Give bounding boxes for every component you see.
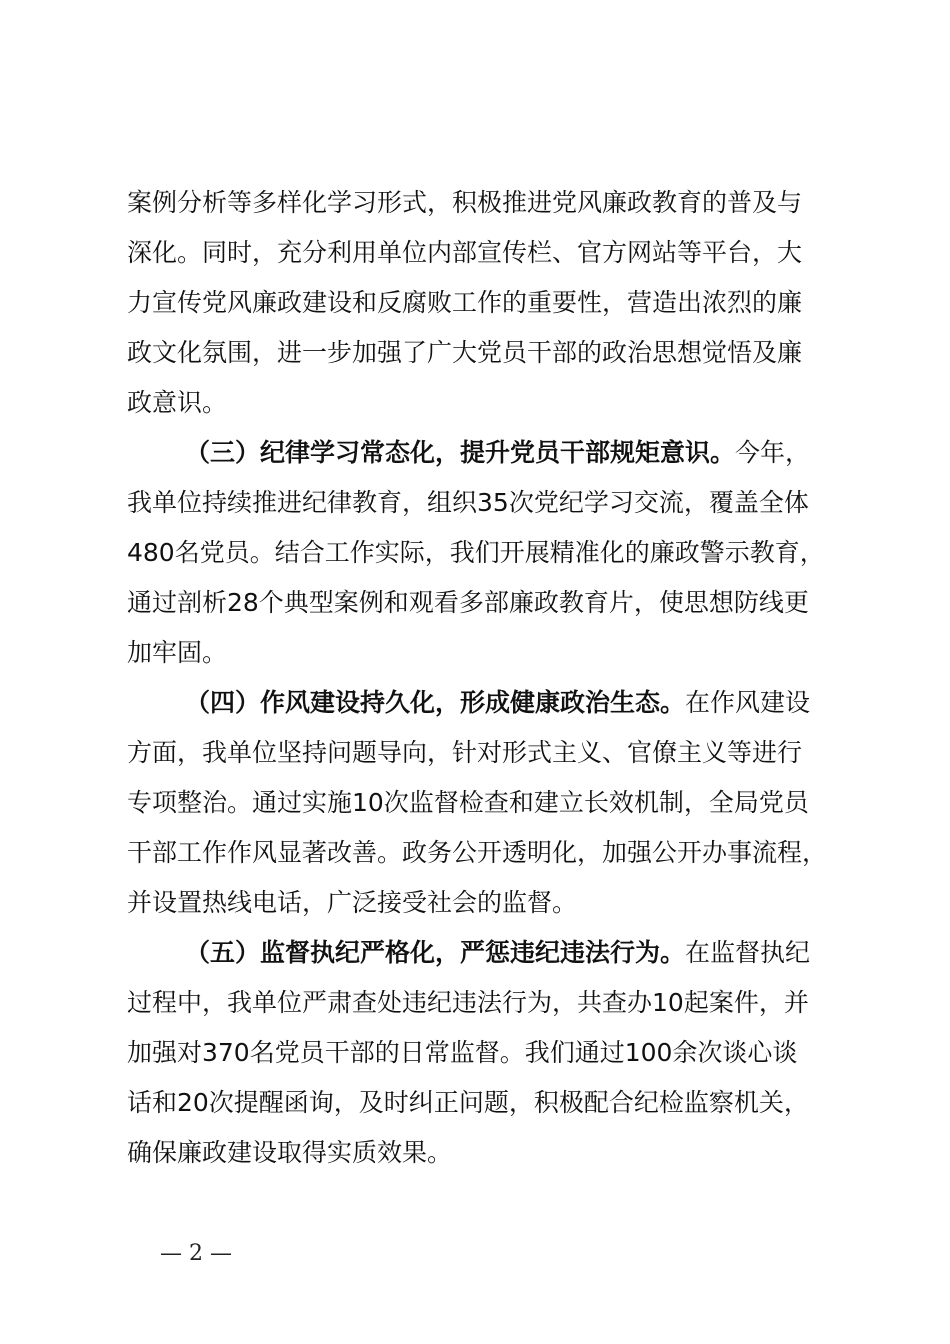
line-text: 力宣传党风廉政建设和反腐败工作的重要性，营造出浓烈的廉: [127, 288, 803, 317]
text-line: [127, 778, 862, 828]
text-line: [127, 728, 862, 778]
line-text: 加牢固。: [127, 638, 228, 667]
section-heading-line: [127, 928, 862, 978]
section-heading: （四）作风建设持久化，形成健康政治生态。: [185, 688, 686, 717]
line-text: 并设置热线电话，广泛接受社会的监督。: [127, 888, 578, 917]
line-text: 案例分析等多样化学习形式，积极推进党风廉政教育的普及与: [127, 188, 803, 217]
document-body: [127, 178, 862, 1178]
section-heading: （三）纪律学习常态化，提升党员干部规矩意识。: [185, 438, 736, 467]
text-line: [127, 628, 862, 678]
text-line: [127, 228, 862, 278]
line-text: 在监督执纪: [685, 938, 811, 967]
line-text: 今年，: [735, 438, 811, 467]
text-line: [127, 578, 862, 628]
line-text: 政意识。: [127, 388, 228, 417]
line-text: 过程中，我单位严肃查处违纪违法行为，共查办10起案件，并: [127, 988, 809, 1017]
line-text: 我单位持续推进纪律教育，组织35次党纪学习交流，覆盖全体: [127, 488, 809, 517]
section-heading: （五）监督执纪严格化，严惩违纪违法行为。: [185, 938, 686, 967]
line-text: 加强对370名党员干部的日常监督。我们通过100余次谈心谈: [127, 1038, 798, 1067]
text-line: [127, 1028, 862, 1078]
text-line: [127, 478, 862, 528]
line-text: 深化。同时，充分利用单位内部宣传栏、官方网站等平台，大: [127, 238, 803, 267]
text-line: [127, 878, 862, 928]
text-line: [127, 528, 862, 578]
page-number: — 2 —: [160, 1241, 232, 1266]
line-text: 在作风建设: [685, 688, 811, 717]
text-line: [127, 1078, 862, 1128]
text-line: [127, 1128, 862, 1178]
line-text: 专项整治。通过实施10次监督检查和建立长效机制，全局党员: [127, 788, 809, 817]
line-text: 方面，我单位坚持问题导向，针对形式主义、官僚主义等进行: [127, 738, 803, 767]
section-heading-line: [127, 678, 862, 728]
text-line: [127, 378, 862, 428]
text-line: [127, 278, 862, 328]
line-text: 480名党员。结合工作实际，我们开展精准化的廉政警示教育，: [127, 538, 825, 567]
line-text: 政文化氛围，进一步加强了广大党员干部的政治思想觉悟及廉: [127, 338, 803, 367]
text-line: [127, 978, 862, 1028]
text-line: [127, 328, 862, 378]
line-text: 话和20次提醒函询，及时纠正问题，积极配合纪检监察机关，: [127, 1088, 809, 1117]
line-text: 通过剖析28个典型案例和观看多部廉政教育片，使思想防线更: [127, 588, 809, 617]
line-text: 确保廉政建设取得实质效果。: [127, 1138, 453, 1167]
text-line: [127, 178, 862, 228]
section-heading-line: [127, 428, 862, 478]
line-text: 干部工作作风显著改善。政务公开透明化，加强公开办事流程，: [127, 838, 828, 867]
text-line: [127, 828, 862, 878]
